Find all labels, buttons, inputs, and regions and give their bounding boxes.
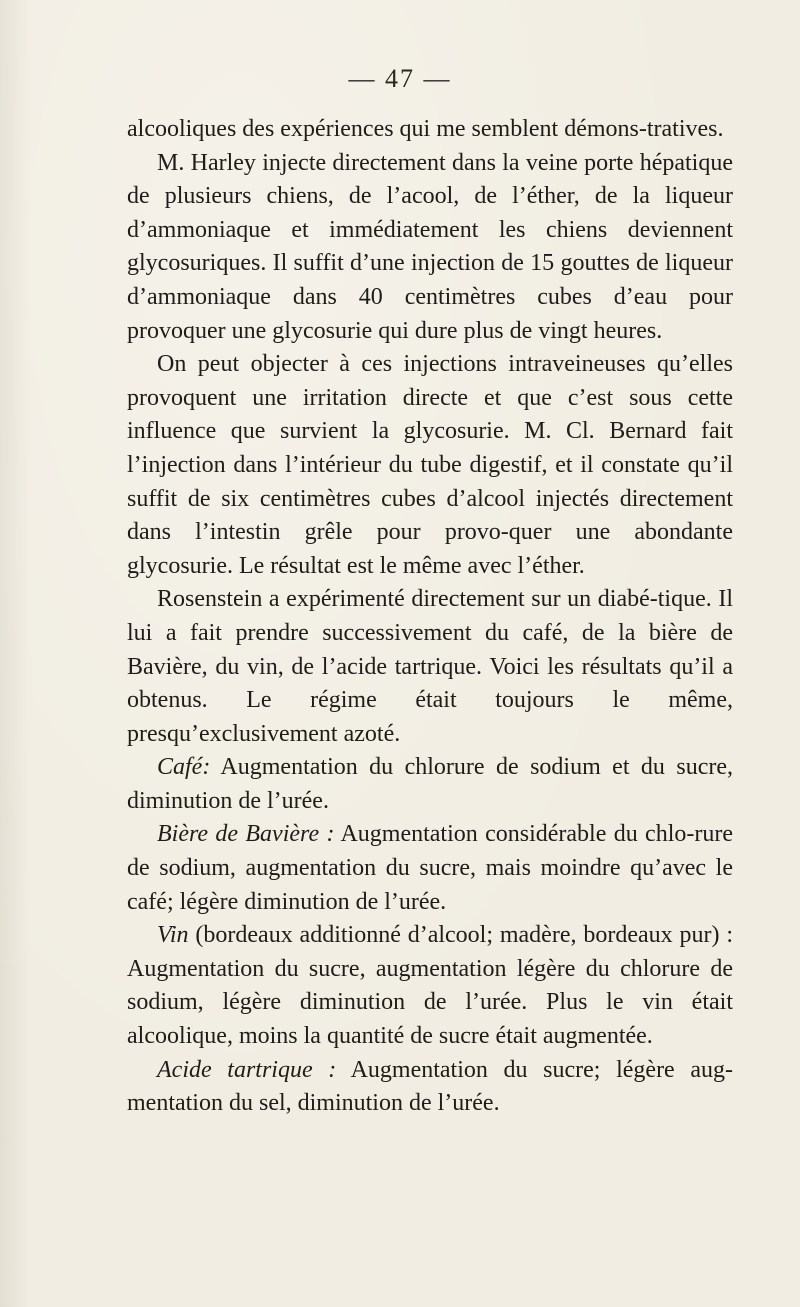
paragraph — [127, 147, 733, 349]
paragraph — [127, 919, 733, 1053]
paragraph — [127, 751, 733, 818]
paragraph — [127, 583, 733, 751]
paragraph-text: (bordeaux additionné d’alcool; madère, bordeaux pur) : Augmentation du sucre, augmentation légère du chlorure de sodium, légère diminution de l’urée. Plus le vin était alcoolique, moins la quantité de sucre était augmentée. — [127, 922, 733, 1050]
paragraph — [127, 348, 733, 583]
paragraph-text: Augmentation du chlorure de sodium et du sucre, diminution de l’urée. — [127, 754, 733, 814]
paragraph-text: M. Harley injecte directement dans la veine porte hépatique de plusieurs chiens, de l’acool, de l’éther, de la liqueur d’ammoniaque et immédiatement les chiens deviennent glycosuriques. Il suffit d’une injection de 15 gouttes de liqueur d’ammoniaque dans 40 centimètres cubes d’eau pour provoquer une glycosurie qui dure plus de vingt heures. — [127, 149, 733, 344]
paragraph-lead: Acide tartrique : — [157, 1056, 337, 1083]
paragraph-lead: Vin — [157, 922, 189, 949]
body-text — [127, 113, 733, 1121]
paragraph-lead: Bière de Bavière : — [157, 821, 335, 848]
paragraph-text: On peut objecter à ces injections intraveineuses qu’elles provoquent une irritation directe et que c’est sous cette influence que survient la glycosurie. M. Cl. Bernard fait l’injection dans l’intérieur du tube digestif, et il constate qu’il suffit de six centimètres cubes d’alcool injectés directement dans l’intestin grêle pour provo-quer une abondante glycosurie. Le résultat est le même avec l’éther. — [127, 351, 733, 579]
paragraph-lead: Café: — [157, 754, 211, 781]
paragraph — [127, 818, 733, 919]
paragraph-text: Augmentation du sucre; légère aug-mentation du sel, diminution de l’urée. — [127, 1056, 733, 1117]
paragraph-text: Augmentation considérable du chlo-rure de sodium, augmentation du sucre, mais moindre qu’avec le café; légère diminution de l’urée. — [127, 821, 733, 915]
paragraph — [127, 113, 733, 147]
paragraph-text: Rosenstein a expérimenté directement sur un diabé-tique. Il lui a fait prendre successivement du café, de la bière de Bavière, du vin, de l’acide tartrique. Voici les résultats qu’il a obtenus. Le régime était toujours le même, presqu’exclusivement azoté. — [127, 586, 733, 747]
paragraph-text: alcooliques des expériences qui me semblent démons-tratives. — [127, 116, 724, 142]
page-number: — 47 — — [348, 64, 452, 93]
paragraph — [127, 1054, 733, 1121]
